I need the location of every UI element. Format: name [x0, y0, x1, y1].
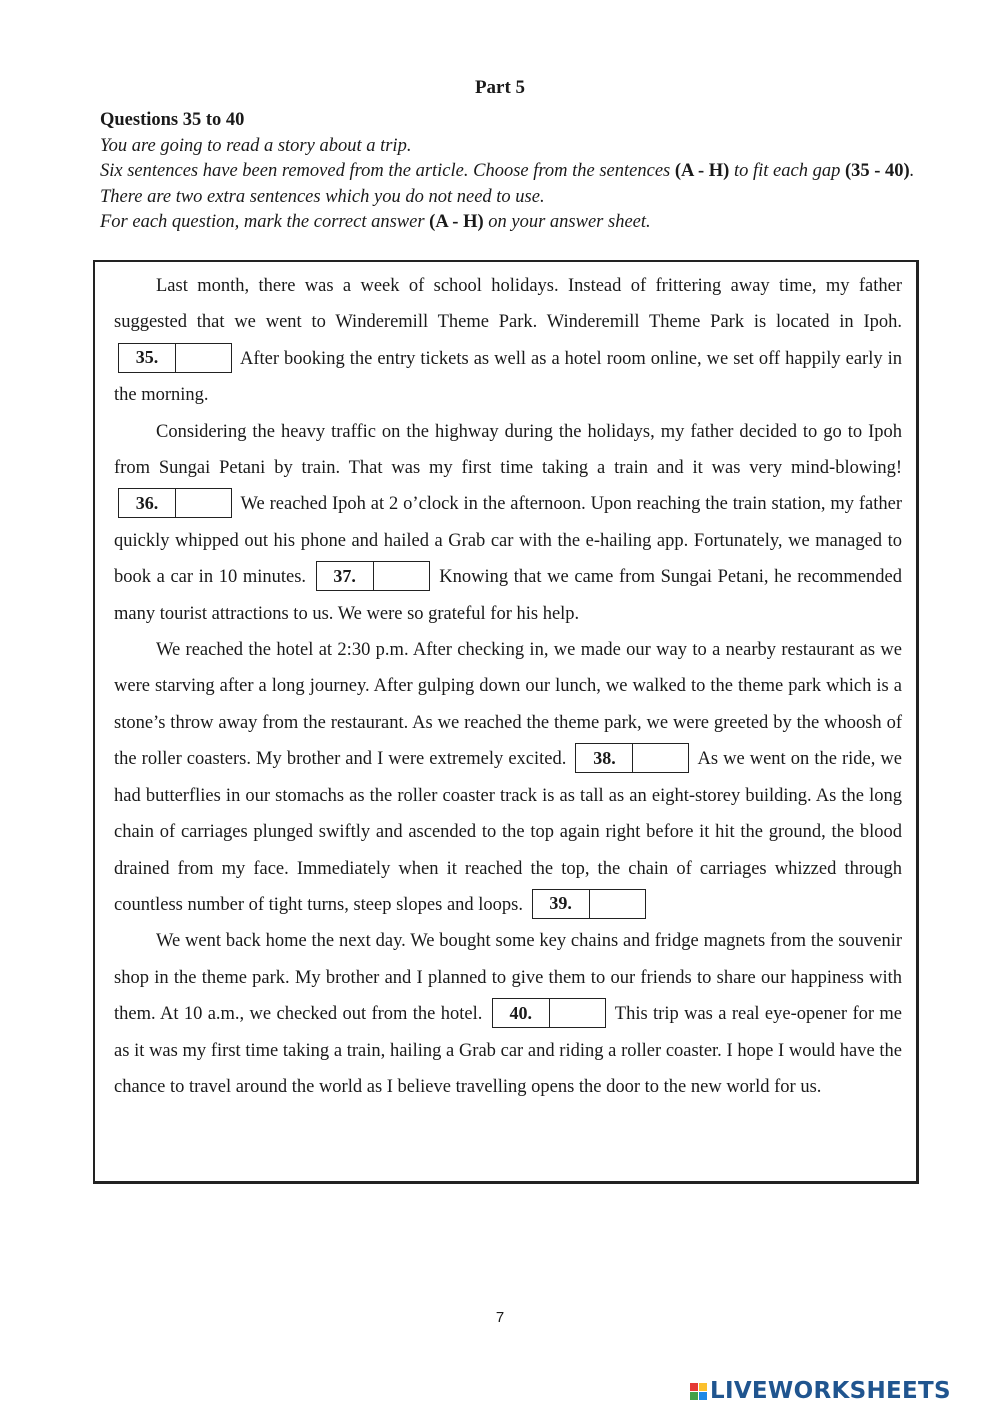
answer-box-37[interactable]	[374, 562, 429, 590]
story-paragraph-3	[114, 632, 902, 923]
gap-number: 36.	[119, 489, 176, 517]
story-text: We reached the hotel at 2:30 p.m. After checking in, we made our way to a nearby restaurant as we were starving after a long journey. After gulping down our lunch, we walked to the theme park which is a stone’s throw away from the restaurant. As we reached the theme park, we were greeted by the whoosh of the roller coasters. My brother and I were extremely excited.	[114, 640, 902, 770]
brand-text: LIVEWORKSHEETS	[710, 1378, 951, 1404]
instruction-text: . There are two extra sentences which you do not need to use.	[100, 161, 915, 207]
story-text: Knowing that we came from Sungai Petani, he recommended many tourist attractions to us. We were so grateful for his help.	[114, 567, 902, 624]
answer-box-38[interactable]	[633, 744, 688, 772]
story-text: Considering the heavy traffic on the highway during the holidays, my father decided to go to Ipoh from Sungai Petani by train. That was my first time taking a train and it was very mind-blowing!	[114, 421, 902, 479]
story-text: This trip was a real eye-opener for me as it was my first time taking a train, hailing a Grab car and riding a roller coaster. I hope I would have the chance to travel around the world as I believe travelling opens the door to the new world for us.	[114, 1004, 902, 1097]
story-text: We went back home the next day. We bought some key chains and fridge magnets from the souvenir shop in the theme park. My brother and I planned to give them to our friends to share our happiness with them. At 10 a.m., we checked out from the hotel.	[114, 931, 902, 1025]
instruction-text: to fit each gap	[729, 161, 845, 181]
gap-37	[316, 561, 430, 591]
questions-heading: Questions 35 to 40	[100, 110, 245, 130]
logo-square	[699, 1383, 707, 1391]
page-title: Part 5	[474, 77, 526, 98]
story-box	[93, 260, 919, 1184]
gap-36	[118, 488, 232, 518]
logo-square	[690, 1392, 698, 1400]
instruction-text: Six sentences have been removed from the article. Choose from the sentences	[100, 161, 675, 181]
gap-number: 38.	[576, 744, 633, 772]
liveworksheets-brand	[690, 1378, 951, 1404]
gap-35	[118, 343, 232, 373]
instruction-line-2	[100, 159, 930, 210]
logo-square	[699, 1392, 707, 1400]
answer-box-35[interactable]	[176, 344, 231, 372]
answer-box-36[interactable]	[176, 489, 231, 517]
gap-40	[492, 998, 606, 1028]
gap-38	[575, 743, 689, 773]
page-number: 7	[495, 1309, 505, 1326]
story-paragraph-1	[114, 268, 902, 414]
story-text: Last month, there was a week of school holidays. Instead of frittering away time, my father suggested that we went to Winderemill Theme Park. Winderemill Theme Park is located in Ipoh.	[114, 276, 902, 333]
gap-number: 37.	[317, 562, 374, 590]
gap-number: 39.	[533, 890, 590, 918]
gap-number: 35.	[119, 344, 176, 372]
instruction-range: (A - H)	[429, 212, 484, 232]
instruction-text: For each question, mark the correct answer	[100, 212, 430, 232]
liveworksheets-logo-icon	[690, 1383, 707, 1400]
story-paragraph-4	[114, 923, 902, 1105]
gap-39	[532, 889, 646, 919]
instruction-range: (35 - 40)	[844, 161, 910, 181]
instruction-range: (A - H)	[674, 161, 730, 181]
instruction-line-3	[100, 210, 930, 236]
answer-box-40[interactable]	[550, 999, 605, 1027]
instruction-line-1: You are going to read a story about a trip.	[100, 135, 412, 156]
story-text: As we went on the ride, we had butterflies in our stomachs as the roller coaster track is as tall as an eight-storey building. As the long chain of carriages plunged swiftly and ascended to the top again right before it hit the ground, the blood drained from my face. Immediately when it reached the top, the chain of carriages whizzed through countless number of tight turns, steep slopes and loops.	[114, 749, 902, 915]
logo-square	[690, 1383, 698, 1391]
instructions	[100, 108, 930, 236]
instruction-text: on your answer sheet.	[483, 212, 651, 232]
story-text: After booking the entry tickets as well as a hotel room online, we set off happily early in the morning.	[114, 348, 902, 406]
gap-number: 40.	[493, 999, 550, 1027]
story-text: We reached Ipoh at 2 o’clock in the afternoon. Upon reaching the train station, my father quickly whipped out his phone and hailed a Grab car with the e-hailing app. Fortunately, we managed to book a car in 10 minutes.	[114, 494, 902, 588]
answer-box-39[interactable]	[590, 890, 645, 918]
story-paragraph-2	[114, 414, 902, 632]
